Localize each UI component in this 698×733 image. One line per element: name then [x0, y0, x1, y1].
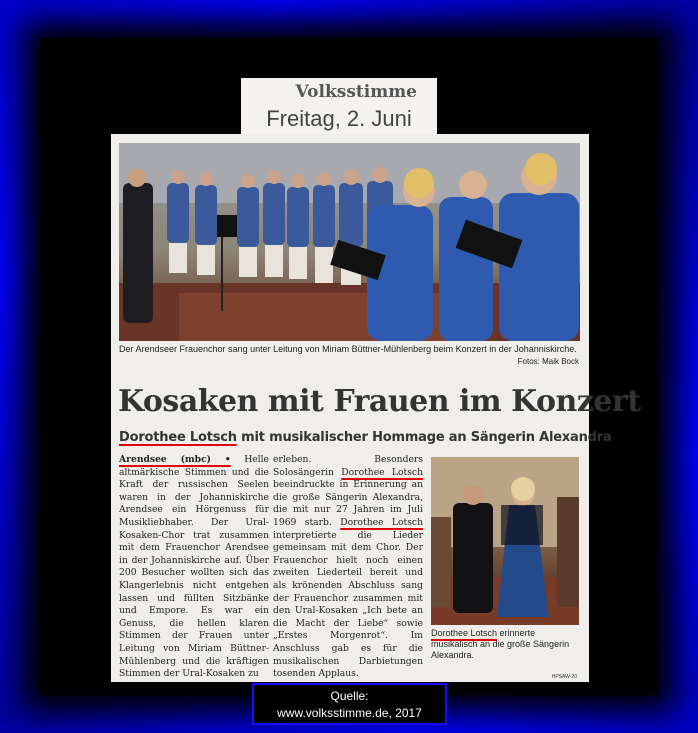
- newspaper-clipping: [111, 134, 641, 682]
- choir-photo: [119, 143, 580, 341]
- highlighted-name: Dorothee Lotsch: [341, 466, 423, 478]
- choir-photo-illustration: [119, 143, 580, 341]
- subline-text: mit musikalischer Hommage an Sängerin Alexandra: [236, 430, 612, 445]
- main-photo-caption: Der Arendseer Frauenchor sang unter Leitung von Miriam Büttner-Mühlenberg beim Konzert in der Johanniskirche.: [119, 344, 577, 354]
- photo-credit: Fotos: Maik Bock: [517, 357, 579, 366]
- singer-photo-caption: [431, 628, 579, 661]
- article-column-1: [119, 454, 269, 681]
- singer-photo: [431, 457, 579, 625]
- dateline: Arendsee (mbc) •: [119, 454, 231, 465]
- newspaper-masthead: [241, 78, 437, 136]
- article-headline: Kosaken mit Frauen im Konzert: [118, 384, 641, 419]
- article-column-2: [273, 454, 423, 681]
- article-code: HPSAW-20: [551, 674, 577, 680]
- article-subline: [119, 430, 612, 445]
- column-2-text-a: erleben. Besonders Solosängerin: [273, 454, 423, 478]
- highlighted-name: Dorothee Lotsch: [119, 430, 237, 445]
- issue-date: Freitag, 2. Juni: [266, 106, 412, 131]
- highlighted-name: Dorothee Lotsch: [431, 628, 498, 638]
- source-box: [252, 683, 447, 725]
- column-1-text: Helle altmärkische Stimmen und die Kraft der russischen Seelen waren in der Johanniskirche Arendsee ein Hörgenuss für Musikliebhaber. Der Ural-Kosaken-Chor trat zusammen mit dem Frauenchor Arendsee in der Johanniskirche auf. Über 200 Besucher wollten sich das Klangerlebnis nicht entgehen lassen und füllten Sitzbänke und Empore. Es war ein Genuss, die hellen klaren Stimmen der Frauen unter Leitung von Miriam Büttner-Mühlenberg und die kräftigen Stimmen der Ural-Kosaken zu: [119, 454, 269, 680]
- column-2-text-c: interpretierte die Lieder gemeinsam mit dem Chor. Der Frauenchor hielt noch einen zweiten Liederteil bereit und als krönenden Abschluss sang der Frauenchor zusammen mit den Ural-Kosaken „Ich bete an die Macht der Liebe“ sowie „Erstes Morgenrot“. Im Anschluss gab es für die musikalischen Darbietungen tosenden Applaus.: [273, 529, 423, 680]
- source-label: Quelle:: [330, 689, 369, 703]
- singer-caption-text: erinnerte musikalisch an die große Sängerin Alexandra.: [431, 628, 570, 660]
- highlighted-name: Dorothee Lotsch: [340, 516, 423, 528]
- source-url: www.volksstimme.de, 2017: [277, 706, 422, 720]
- column-2-text-b: beeindruckte in Erinnerung an die große Sängerin Alexandra, die mit nur 27 Jahren im Juli 1969 starb.: [273, 479, 423, 528]
- newspaper-name: Volksstimme: [295, 82, 417, 102]
- singer-photo-illustration: [431, 457, 579, 625]
